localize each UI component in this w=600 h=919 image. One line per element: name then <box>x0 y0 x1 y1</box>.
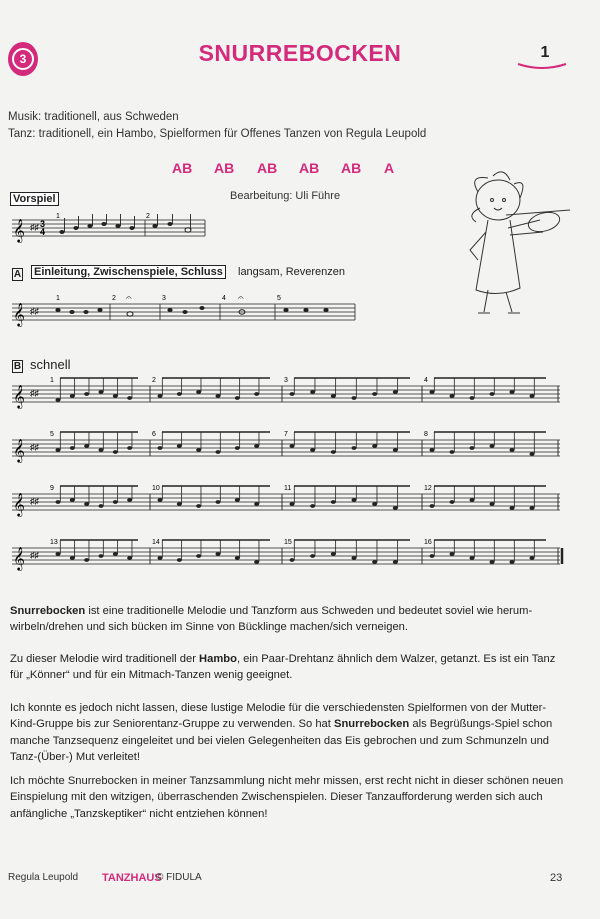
svg-text:♯♯: ♯♯ <box>30 388 39 398</box>
note <box>372 392 377 396</box>
form-part: AB <box>172 160 193 176</box>
measure-number: 14 <box>152 539 160 546</box>
note <box>450 500 455 504</box>
note <box>430 554 435 558</box>
svg-text:1: 1 <box>56 213 60 220</box>
note <box>99 504 104 508</box>
note <box>158 446 163 450</box>
note <box>490 502 495 506</box>
note <box>84 392 89 396</box>
note <box>216 394 221 398</box>
note <box>56 552 61 556</box>
note <box>216 500 221 504</box>
footer-page-number: 23 <box>550 872 563 884</box>
form-part: AB <box>257 160 278 176</box>
measure-number: 2 <box>152 377 156 384</box>
note <box>235 396 240 400</box>
note <box>235 498 240 502</box>
note <box>196 504 201 508</box>
note <box>196 390 201 394</box>
svg-text:♯♯: ♯♯ <box>30 550 39 560</box>
treble-clef-icon: 𝄞 <box>13 492 25 516</box>
note <box>235 556 240 560</box>
note <box>113 500 118 504</box>
note <box>290 392 295 396</box>
note <box>196 554 201 558</box>
treble-clef-icon: 𝄞 <box>13 384 25 408</box>
treble-clef-icon: 𝄞 <box>13 546 25 570</box>
paragraph: Snurrebocken ist eine traditionelle Melodie und Tanzform aus Schweden und bedeutet soviel wie herum-wirbeln/drehen und sich bücken im Sinne von Bücklinge machen/sich verneigen. <box>10 605 533 634</box>
measure-number: 5 <box>50 431 54 438</box>
note <box>530 556 535 560</box>
staff-a <box>10 290 360 334</box>
form-part: AB <box>214 160 235 176</box>
measure-number: 10 <box>152 485 160 492</box>
note <box>216 552 221 556</box>
note <box>393 448 398 452</box>
note <box>177 392 182 396</box>
form-part: AB <box>299 160 320 176</box>
svg-text:♯♯: ♯♯ <box>30 306 39 316</box>
note <box>84 502 89 506</box>
note <box>254 392 259 396</box>
note <box>84 444 89 448</box>
note <box>310 448 315 452</box>
svg-text:𝄞: 𝄞 <box>13 218 25 242</box>
girl-violin-illustration <box>448 170 578 320</box>
note <box>254 502 259 506</box>
note <box>290 558 295 562</box>
note <box>430 504 435 508</box>
measure-number: 11 <box>284 485 292 492</box>
note <box>56 398 61 402</box>
measure-number: 7 <box>284 431 288 438</box>
note <box>56 500 61 504</box>
paragraph: Ich konnte es jedoch nicht lassen, diese lustige Melodie für die verschiedensten Spielformen von der Mutter-Kind-Gruppe bis zur Seniorentanz-Gruppe zu verwenden. So hat Snurrebocken als Begrüßungs-Spiel schon manche Tanzsequenz eingeleitet und bei vielen Gelegenheiten das Eis gebrochen und zum Schmunzeln und Tanz-(Über-) Mut verleitet! <box>10 702 553 763</box>
note <box>470 396 475 400</box>
note <box>470 498 475 502</box>
svg-text:♯♯: ♯♯ <box>30 496 39 506</box>
note <box>372 560 377 564</box>
note <box>331 500 336 504</box>
note <box>530 394 535 398</box>
staff-vorspiel <box>10 206 210 250</box>
note <box>352 498 357 502</box>
note <box>490 392 495 396</box>
vorspiel-label: Vorspiel <box>10 192 59 206</box>
note <box>352 396 357 400</box>
note <box>70 556 75 560</box>
note <box>372 444 377 448</box>
section-a-letter: A <box>13 269 22 280</box>
note <box>113 450 118 454</box>
note <box>450 552 455 556</box>
note <box>331 394 336 398</box>
note <box>235 446 240 450</box>
note <box>393 390 398 394</box>
measure-number: 1 <box>50 377 54 384</box>
note <box>70 394 75 398</box>
note <box>450 394 455 398</box>
note <box>99 390 104 394</box>
staff-b <box>10 372 570 592</box>
svg-text:𝄐: 𝄐 <box>238 293 244 304</box>
svg-text:♯♯: ♯♯ <box>30 222 39 232</box>
note <box>254 444 259 448</box>
note <box>127 446 132 450</box>
note <box>127 396 132 400</box>
form-part: A <box>384 160 395 176</box>
note <box>158 556 163 560</box>
measure-number: 13 <box>50 539 58 546</box>
note <box>430 448 435 452</box>
section-b-letter: B <box>13 361 22 372</box>
note <box>177 558 182 562</box>
svg-text:4: 4 <box>222 295 226 302</box>
note <box>254 560 259 564</box>
section-a-tempo: langsam, Reverenzen <box>238 266 346 278</box>
note <box>177 502 182 506</box>
note <box>490 444 495 448</box>
note <box>127 556 132 560</box>
note <box>290 444 295 448</box>
note <box>290 502 295 506</box>
measure-number: 15 <box>284 539 292 546</box>
note <box>331 552 336 556</box>
note <box>510 448 515 452</box>
note <box>158 498 163 502</box>
form-part: AB <box>341 160 362 176</box>
note <box>310 390 315 394</box>
note <box>177 444 182 448</box>
note <box>127 498 132 502</box>
measure-number: 16 <box>424 539 432 546</box>
measure-number: 3 <box>284 377 288 384</box>
svg-text:5: 5 <box>277 295 281 302</box>
note <box>310 504 315 508</box>
measure-number: 12 <box>424 485 432 492</box>
note <box>510 506 515 510</box>
note <box>372 502 377 506</box>
svg-text:𝄐: 𝄐 <box>126 293 132 304</box>
svg-text:2: 2 <box>146 213 150 220</box>
note <box>430 390 435 394</box>
note <box>310 554 315 558</box>
note <box>113 394 118 398</box>
svg-text:♯♯: ♯♯ <box>30 442 39 452</box>
svg-text:2: 2 <box>112 295 116 302</box>
note <box>70 446 75 450</box>
note <box>331 450 336 454</box>
paragraph: Ich möchte Snurrebocken in meiner Tanzsammlung nicht mehr missen, erst recht nicht in dieser schönen neuen Einspielung mit den witzigen, überraschenden Zwischenspielen. Dieser Tanzaufforderung werden sich auch anfängliche „Tanzskeptiker“ nicht entziehen können! <box>10 775 564 820</box>
note <box>56 448 61 452</box>
section-b-tempo: schnell <box>30 357 71 372</box>
svg-text:1: 1 <box>56 295 60 302</box>
section-a-box: Einleitung, Zwischenspiele, Schluss <box>31 265 226 279</box>
track-number: 1 <box>540 44 550 61</box>
measure-number: 8 <box>424 431 428 438</box>
footer-author: Regula Leupold <box>8 872 79 883</box>
note <box>510 560 515 564</box>
svg-text:3: 3 <box>162 295 166 302</box>
note <box>470 556 475 560</box>
note <box>470 446 475 450</box>
note <box>510 390 515 394</box>
dance-credit: Tanz: traditionell, ein Hambo, Spielformen für Offenes Tanzen von Regula Leupold <box>8 128 427 140</box>
tanzhaus-logo: TANZHAUS <box>102 872 162 884</box>
note <box>352 556 357 560</box>
note <box>216 450 221 454</box>
footer-publisher: © FIDULA <box>156 872 202 883</box>
note <box>196 448 201 452</box>
page-title: SNURREBOCKEN <box>198 40 402 66</box>
note <box>158 394 163 398</box>
arrangement-credit: Bearbeitung: Uli Führe <box>230 190 341 202</box>
paragraph: Zu dieser Melodie wird traditionell der Hambo, ein Paar-Drehtanz ähnlich dem Walzer, getanzt. Es ist ein Tanz für „Könner“ und für ein Mitmach-Tanzen wenig geeignet. <box>10 653 556 682</box>
svg-text:3: 3 <box>40 219 46 229</box>
note <box>450 450 455 454</box>
note <box>113 552 118 556</box>
note <box>490 560 495 564</box>
note <box>352 446 357 450</box>
note <box>70 498 75 502</box>
note <box>393 560 398 564</box>
note <box>530 506 535 510</box>
note <box>84 558 89 562</box>
treble-clef-icon: 𝄞 <box>13 438 25 462</box>
measure-number: 9 <box>50 485 54 492</box>
note <box>99 448 104 452</box>
svg-text:4: 4 <box>40 227 46 237</box>
music-credit: Musik: traditionell, aus Schweden <box>8 111 179 123</box>
note <box>530 452 535 456</box>
measure-number: 4 <box>424 377 428 384</box>
note <box>99 554 104 558</box>
swoosh-decoration <box>516 58 568 72</box>
svg-text:𝄞: 𝄞 <box>13 302 25 326</box>
chapter-badge: 3 <box>8 42 38 76</box>
measure-number: 6 <box>152 431 156 438</box>
note <box>393 506 398 510</box>
